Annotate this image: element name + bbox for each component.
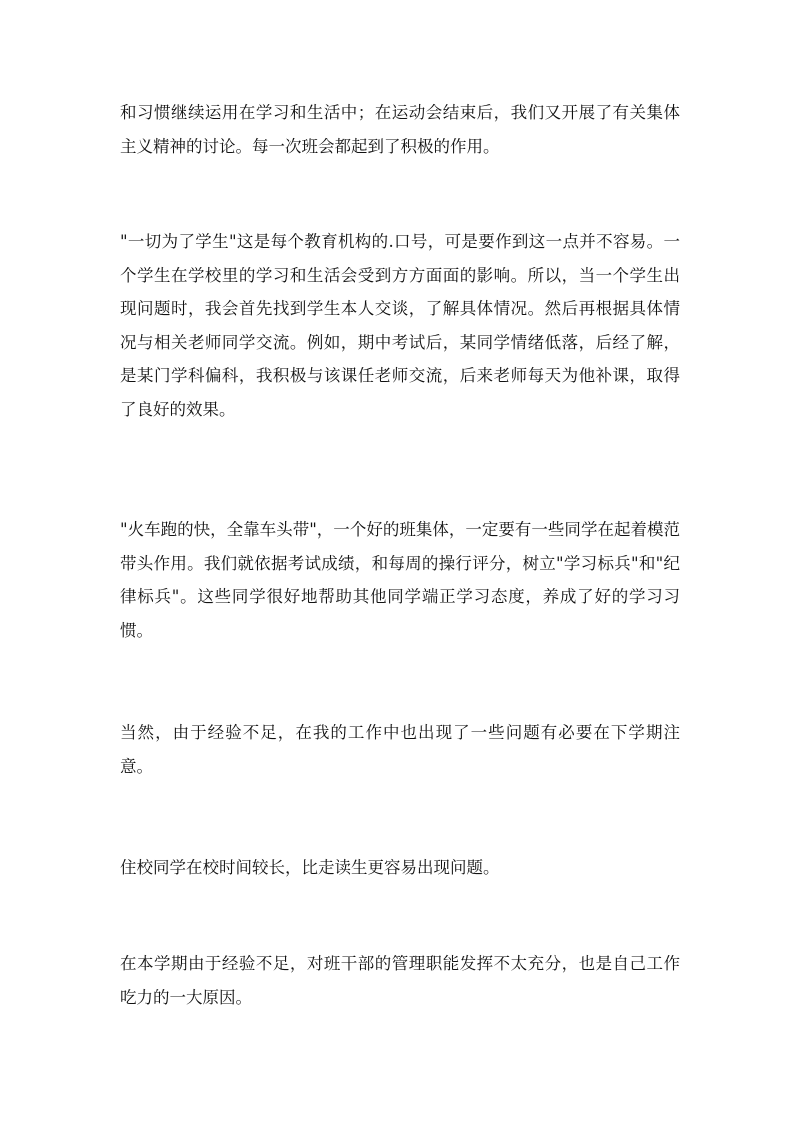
paragraph-class-meetings: 和习惯继续运用在学习和生活中；在运动会结束后，我们又开展了有关集体主义精神的讨论。每一次班会都起到了积极的作用。 [120,103,680,156]
paragraph-problems-intro: 当然，由于经验不足，在我的工作中也出现了一些问题有必要在下学期注意。 [120,723,680,776]
paragraph-role-models: "火车跑的快，全靠车头带"，一个好的班集体，一定要有一些同学在起着模范带头作用。我们就依据考试成绩，和每周的操行评分，树立"学习标兵"和"纪律标兵"。这些同学很好地帮助其他同学端正学习态度，养成了好的学习习惯。 [120,520,680,640]
paragraph-class-cadres: 在本学期由于经验不足，对班干部的管理职能发挥不太充分，也是自己工作吃力的一大原因。 [120,954,680,1007]
paragraph-student-first: "一切为了学生"这是每个教育机构的.口号，可是要作到这一点并不容易。一个学生在学校里的学习和生活会受到方方面面的影响。所以，当一个学生出现问题时，我会首先找到学生本人交谈，了解具体情况。然后再根据具体情况与相关老师同学交流。例如，期中考试后，某同学情绪低落，后经了解，是某门学科偏科，我积极与该课任老师交流，后来老师每天为他补课，取得了良好的效果。 [120,232,680,419]
paragraph-boarding-students: 住校同学在校时间较长，比走读生更容易出现问题。 [120,858,500,877]
